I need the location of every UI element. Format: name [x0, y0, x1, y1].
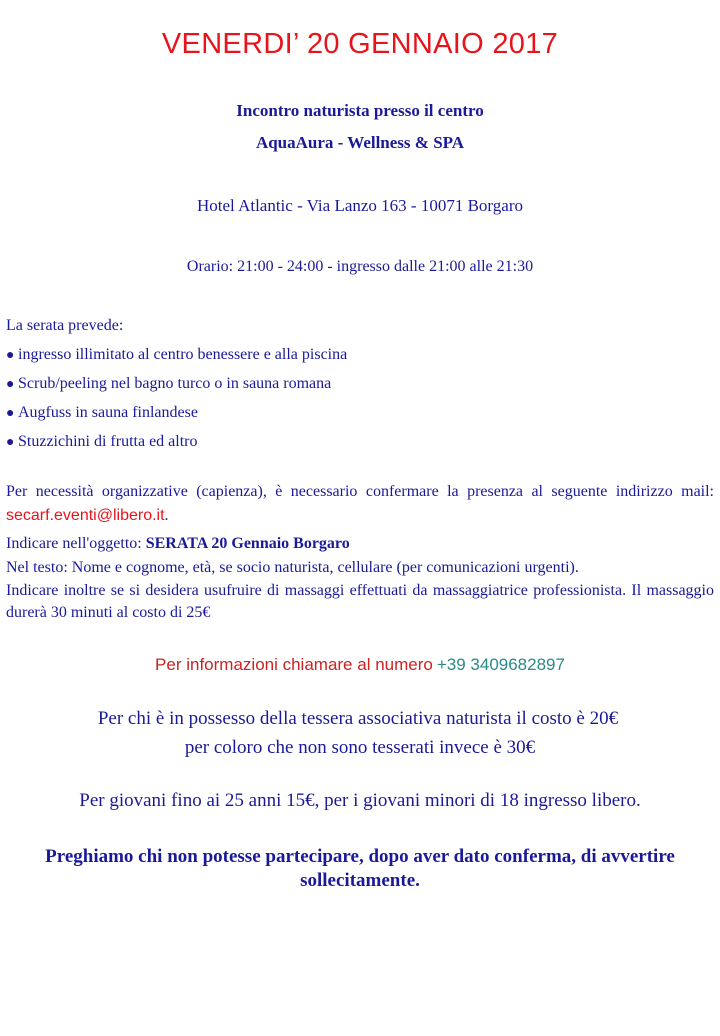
massage-paragraph: Indicare inoltre se si desidera usufruire di massaggi effettuati da massaggiatrice professionista. Il massaggio durerà 30 minuti al costo di 25€ — [6, 582, 714, 621]
price-line-2: per coloro che non sono tesserati invece è 30€ — [184, 737, 536, 758]
program-item — [6, 375, 331, 393]
subtitle-line-1: Incontro naturista presso il centro — [236, 101, 484, 120]
email-suffix: . — [164, 507, 169, 524]
program-item-label: ingresso illimitato al centro benessere e alla piscina — [18, 346, 348, 363]
program-item-label: Scrub/peeling nel bagno turco o in sauna romana — [18, 375, 332, 392]
confirmation-text: Per necessità organizzative (capienza), è necessario confermare la presenza al seguente indirizzo mail: — [6, 483, 714, 500]
subject-value: SERATA 20 Gennaio Borgaro — [145, 535, 350, 552]
program-intro: La serata prevede: — [6, 317, 124, 334]
schedule-line: Orario: 21:00 - 24:00 - ingresso dalle 21:00 alle 21:30 — [186, 258, 534, 275]
program-item — [6, 346, 347, 364]
info-label: Per informazioni chiamare al numero — [155, 655, 433, 674]
subject-line — [6, 535, 350, 553]
phone-number[interactable]: +39 3409682897 — [436, 655, 565, 674]
closing-line-1: Preghiamo chi non potesse partecipare, dopo aver dato conferma, di avvertire — [45, 846, 675, 867]
email-link[interactable]: secarf.eventi@libero.it — [6, 507, 165, 524]
price-line-1: Per chi è in possesso della tessera associativa naturista il costo è 20€ — [97, 708, 619, 729]
address-line: Hotel Atlantic - Via Lanzo 163 - 10071 Borgaro — [196, 196, 523, 215]
closing-line-2: sollecitamente. — [300, 870, 420, 891]
program-item-label: Augfuss in sauna finlandese — [18, 404, 198, 421]
bullet-icon: ● — [6, 435, 15, 450]
bullet-icon: ● — [6, 406, 15, 421]
bullet-icon: ● — [6, 377, 15, 392]
subtitle-line-2: AquaAura - Wellness & SPA — [255, 133, 465, 152]
program-item-label: Stuzzichini di frutta ed altro — [18, 433, 198, 450]
body-instructions: Nel testo: Nome e cognome, età, se socio naturista, cellulare (per comunicazioni urgenti). — [6, 559, 579, 576]
confirmation-paragraph — [6, 480, 714, 528]
youth-price-line: Per giovani fino ai 25 anni 15€, per i giovani minori di 18 ingresso libero. — [79, 790, 641, 811]
page-title: VENERDI’ 20 GENNAIO 2017 — [161, 28, 559, 60]
bullet-icon: ● — [6, 348, 15, 363]
program-item — [6, 433, 198, 451]
subject-label: Indicare nell'oggetto: — [6, 535, 142, 552]
program-item — [6, 404, 198, 422]
info-line — [0, 655, 720, 675]
